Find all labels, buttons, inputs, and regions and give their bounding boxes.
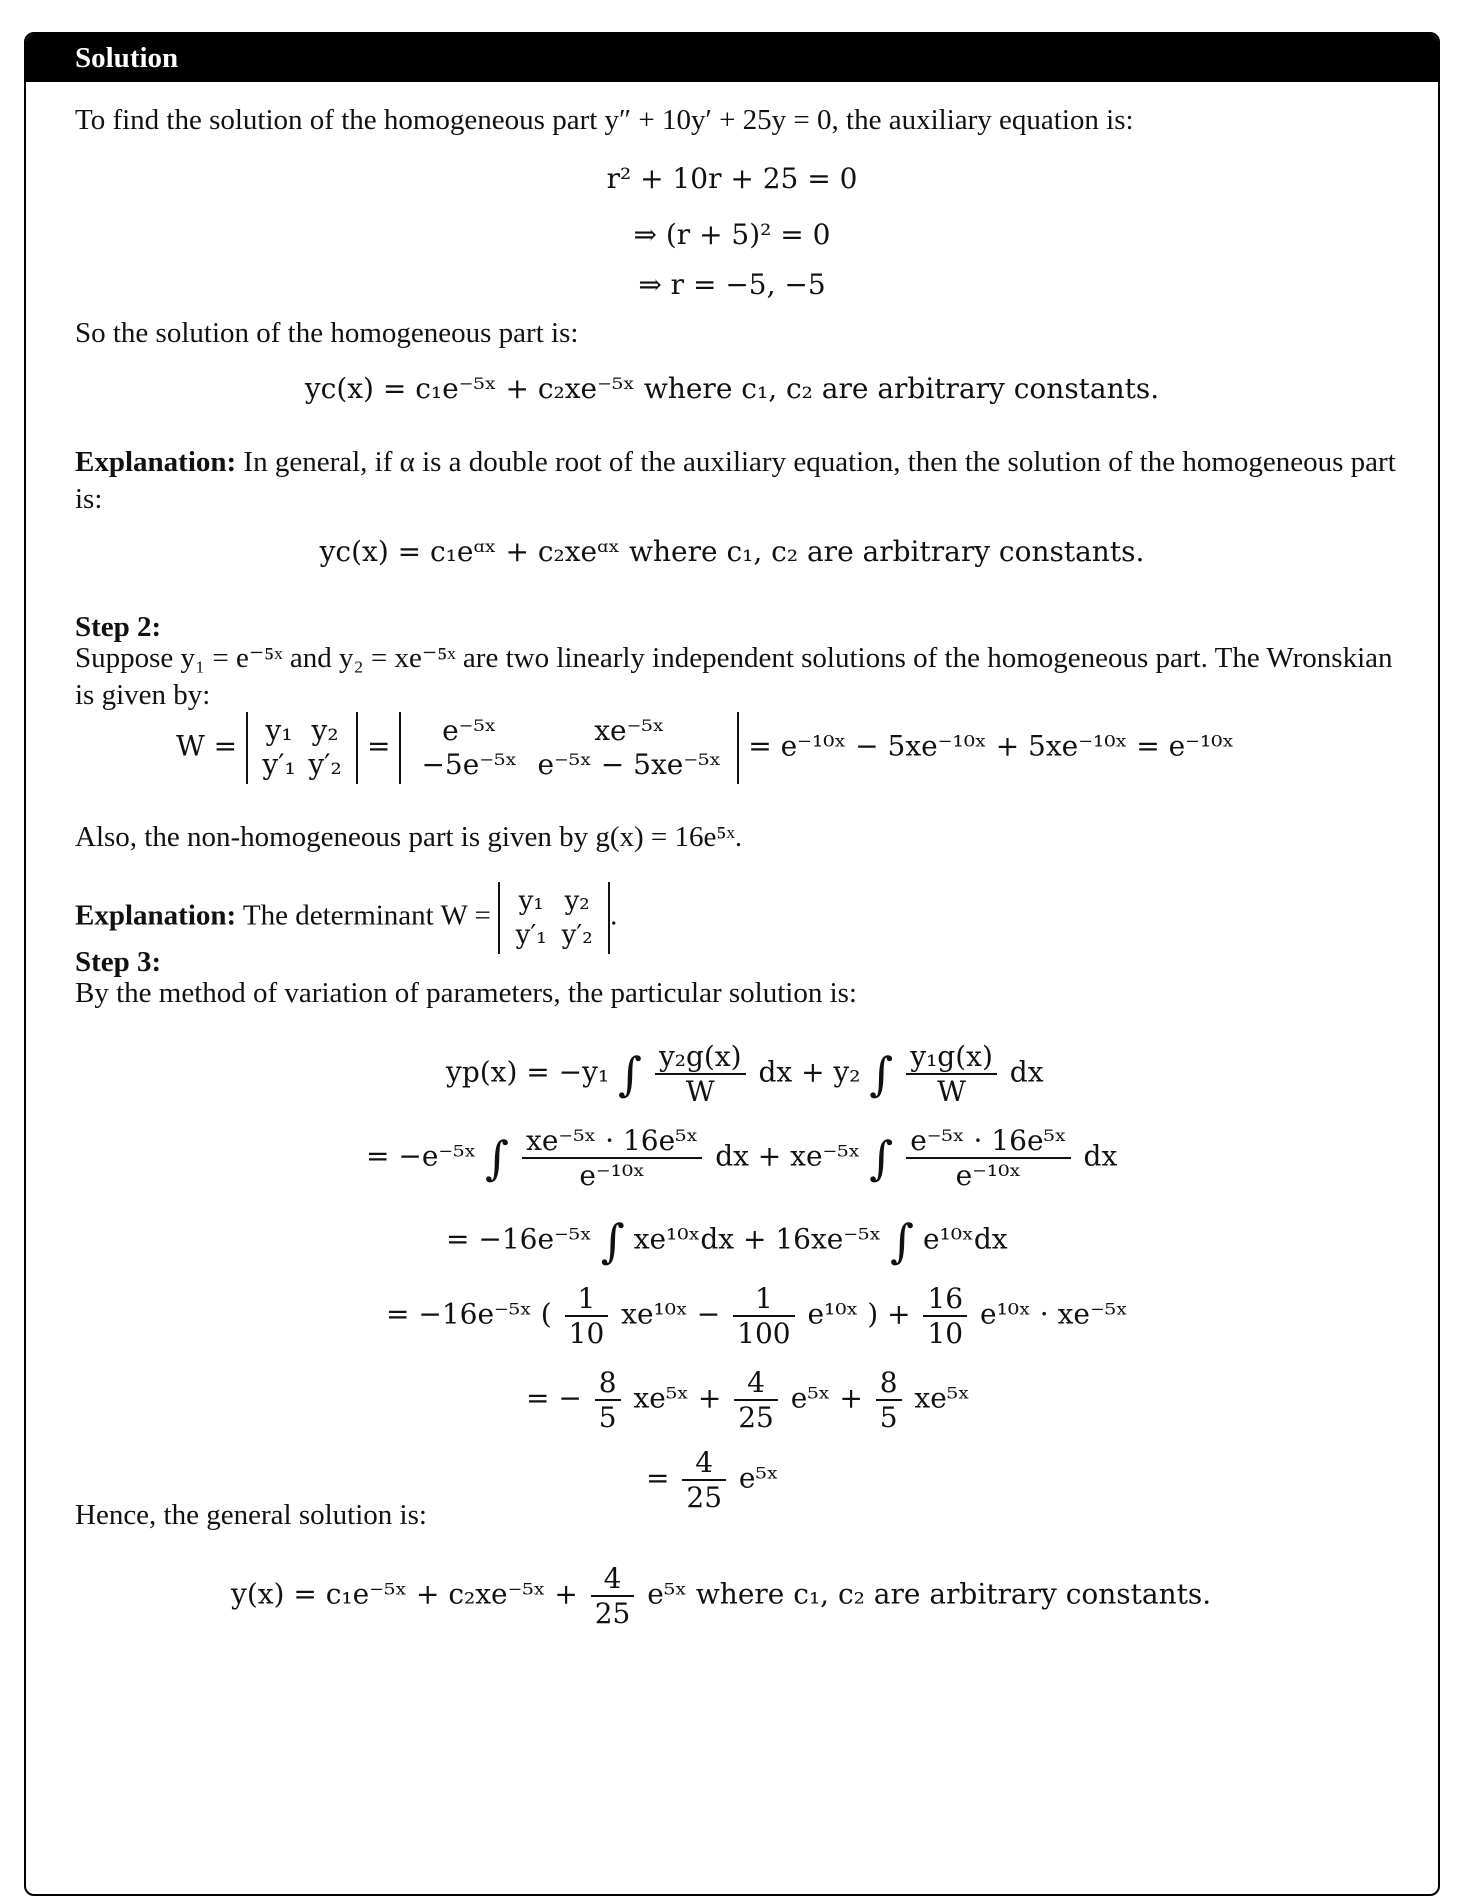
denominator: 25	[738, 1401, 774, 1434]
integral-sign: ∫	[890, 1214, 915, 1268]
g-text: Also, the non-homogeneous part is given by g(x) = 16e⁵ˣ.	[75, 821, 743, 853]
integral-sign: ∫	[485, 1131, 510, 1185]
numerator: 8	[595, 1366, 621, 1401]
yp-line-1	[446, 1040, 1044, 1108]
solution-panel	[24, 32, 1440, 1896]
det-cell: y′₁	[515, 920, 547, 950]
numerator: y₁g(x)	[906, 1040, 997, 1075]
fraction	[906, 1124, 1070, 1192]
explanation-label: Explanation:	[75, 899, 237, 932]
yp-line-3	[446, 1214, 1008, 1268]
aux-eq-3: ⇒ r = −5, −5	[638, 268, 826, 301]
eq-part: dx + xe⁻⁵ˣ	[715, 1139, 861, 1173]
denominator: 5	[879, 1401, 898, 1434]
w-label: W =	[176, 729, 238, 763]
explanation-text: The determinant W =	[236, 899, 491, 932]
panel-title: Solution	[26, 34, 1438, 82]
general-text: Hence, the general solution is:	[75, 1499, 427, 1531]
wronskian-det-values	[399, 712, 739, 784]
numerator: 8	[876, 1366, 902, 1401]
yp-line-4	[386, 1282, 1128, 1350]
eq-part: xe¹⁰ˣdx + 16xe⁻⁵ˣ	[633, 1222, 882, 1256]
explanation-1	[75, 444, 1398, 518]
numerator: 1	[733, 1282, 794, 1317]
eq-part: = −16e⁻⁵ˣ	[446, 1222, 592, 1256]
denominator: 10	[927, 1317, 964, 1350]
fraction	[733, 1282, 794, 1350]
step3-label: Step 3:	[75, 946, 162, 978]
step3-text: By the method of variation of parameters, the particular solution is:	[75, 977, 857, 1009]
det-cell: −5e⁻⁵ˣ	[421, 748, 518, 781]
yp-line-5	[526, 1366, 970, 1434]
integral-sign: ∫	[600, 1214, 625, 1268]
step2-label: Step 2:	[75, 611, 162, 643]
eq-part: e⁵ˣ +	[790, 1381, 863, 1415]
general-solution	[231, 1562, 1211, 1630]
fraction	[734, 1366, 778, 1434]
eq-part: yp(x) = −y₁	[446, 1055, 610, 1089]
eq-part: y(x) = c₁e⁻⁵ˣ + c₂xe⁻⁵ˣ +	[231, 1577, 578, 1611]
eq-part: = −16e⁻⁵ˣ (	[386, 1297, 552, 1331]
aux-eq-2: ⇒ (r + 5)² = 0	[633, 218, 831, 251]
eq-part: =	[646, 1461, 670, 1495]
det-cell: y₁	[518, 886, 544, 916]
det-cell: y₂	[564, 886, 590, 916]
integral-sign: ∫	[869, 1047, 894, 1101]
fraction	[876, 1366, 902, 1434]
det-cell: y₁	[265, 714, 293, 747]
wronskian-equation	[176, 712, 1234, 784]
wronskian-det	[246, 712, 358, 784]
yp-line-2	[366, 1124, 1117, 1192]
explanation-label: Explanation:	[75, 446, 237, 478]
fraction	[906, 1040, 997, 1108]
numerator: 4	[682, 1446, 726, 1481]
eq-part: e¹⁰ˣdx	[922, 1222, 1008, 1256]
numerator: 4	[734, 1366, 778, 1401]
eq-part: dx + y₂	[758, 1055, 861, 1089]
numerator: 1	[565, 1282, 609, 1317]
eq-part: e¹⁰ˣ ) +	[807, 1297, 911, 1331]
eq-part: dx	[1009, 1055, 1044, 1089]
aux-eq-1: r² + 10r + 25 = 0	[606, 162, 858, 195]
numerator: e⁻⁵ˣ · 16e⁵ˣ	[906, 1124, 1070, 1159]
explanation-end: .	[610, 899, 618, 932]
explanation-text: In general, if α is a double root of the auxiliary equation, then the solution of the homogeneous part is:	[75, 446, 1396, 515]
eq-part: xe¹⁰ˣ −	[621, 1297, 721, 1331]
det-cell: y₂	[311, 714, 339, 747]
w-result: = e⁻¹⁰ˣ − 5xe⁻¹⁰ˣ + 5xe⁻¹⁰ˣ = e⁻¹⁰ˣ	[748, 729, 1235, 763]
fraction	[595, 1366, 621, 1434]
denominator: W	[937, 1075, 966, 1108]
numerator: 16	[923, 1282, 967, 1317]
step2-text: Suppose y₁ = e⁻⁵ˣ and y₂ = xe⁻⁵ˣ are two linearly independent solutions of the homogeneous part. The Wronskian is given by:	[75, 642, 1393, 711]
det-cell: e⁻⁵ˣ	[442, 714, 497, 747]
det-cell: y′₂	[561, 920, 593, 950]
denominator: W	[685, 1075, 715, 1108]
homog-text: So the solution of the homogeneous part is:	[75, 317, 579, 349]
denominator: 10	[568, 1317, 605, 1350]
eq-part: e⁵ˣ where c₁, c₂ are arbitrary constants.	[647, 1577, 1212, 1611]
w-equals: =	[366, 729, 391, 763]
fraction	[923, 1282, 967, 1350]
fraction	[565, 1282, 609, 1350]
denominator: e⁻¹⁰ˣ	[955, 1159, 1022, 1192]
numerator: 4	[591, 1562, 635, 1597]
yc-equation: yc(x) = c₁e⁻⁵ˣ + c₂xe⁻⁵ˣ where c₁, c₂ are arbitrary constants.	[304, 372, 1160, 405]
eq-part: e¹⁰ˣ · xe⁻⁵ˣ	[980, 1297, 1128, 1331]
det-cell: y′₂	[308, 748, 342, 781]
eq-part: e⁵ˣ	[738, 1461, 779, 1495]
eq-part: = −	[526, 1381, 582, 1415]
fraction	[655, 1040, 746, 1108]
denominator: 5	[598, 1401, 617, 1434]
denominator: 25	[686, 1481, 723, 1514]
det-cell: y′₁	[262, 748, 296, 781]
eq-part: = −e⁻⁵ˣ	[366, 1139, 477, 1173]
det-cell: e⁻⁵ˣ − 5xe⁻⁵ˣ	[537, 748, 722, 781]
yc-general-equation: yc(x) = c₁eᵅˣ + c₂xeᵅˣ where c₁, c₂ are arbitrary constants.	[319, 535, 1145, 568]
denominator: 25	[594, 1597, 631, 1630]
integral-sign: ∫	[618, 1047, 643, 1101]
numerator: xe⁻⁵ˣ · 16e⁵ˣ	[522, 1124, 702, 1159]
numerator: y₂g(x)	[655, 1040, 746, 1075]
eq-part: dx	[1083, 1139, 1118, 1173]
integral-sign: ∫	[869, 1131, 894, 1185]
fraction	[591, 1562, 635, 1630]
intro-text: To find the solution of the homogeneous part y″ + 10y′ + 25y = 0, the auxiliary equation is:	[75, 104, 1134, 136]
eq-part: xe⁵ˣ +	[633, 1381, 722, 1415]
eq-part: xe⁵ˣ	[914, 1381, 970, 1415]
fraction	[522, 1124, 702, 1192]
denominator: e⁻¹⁰ˣ	[579, 1159, 645, 1192]
denominator: 100	[737, 1317, 791, 1350]
det-cell: xe⁻⁵ˣ	[594, 714, 665, 747]
